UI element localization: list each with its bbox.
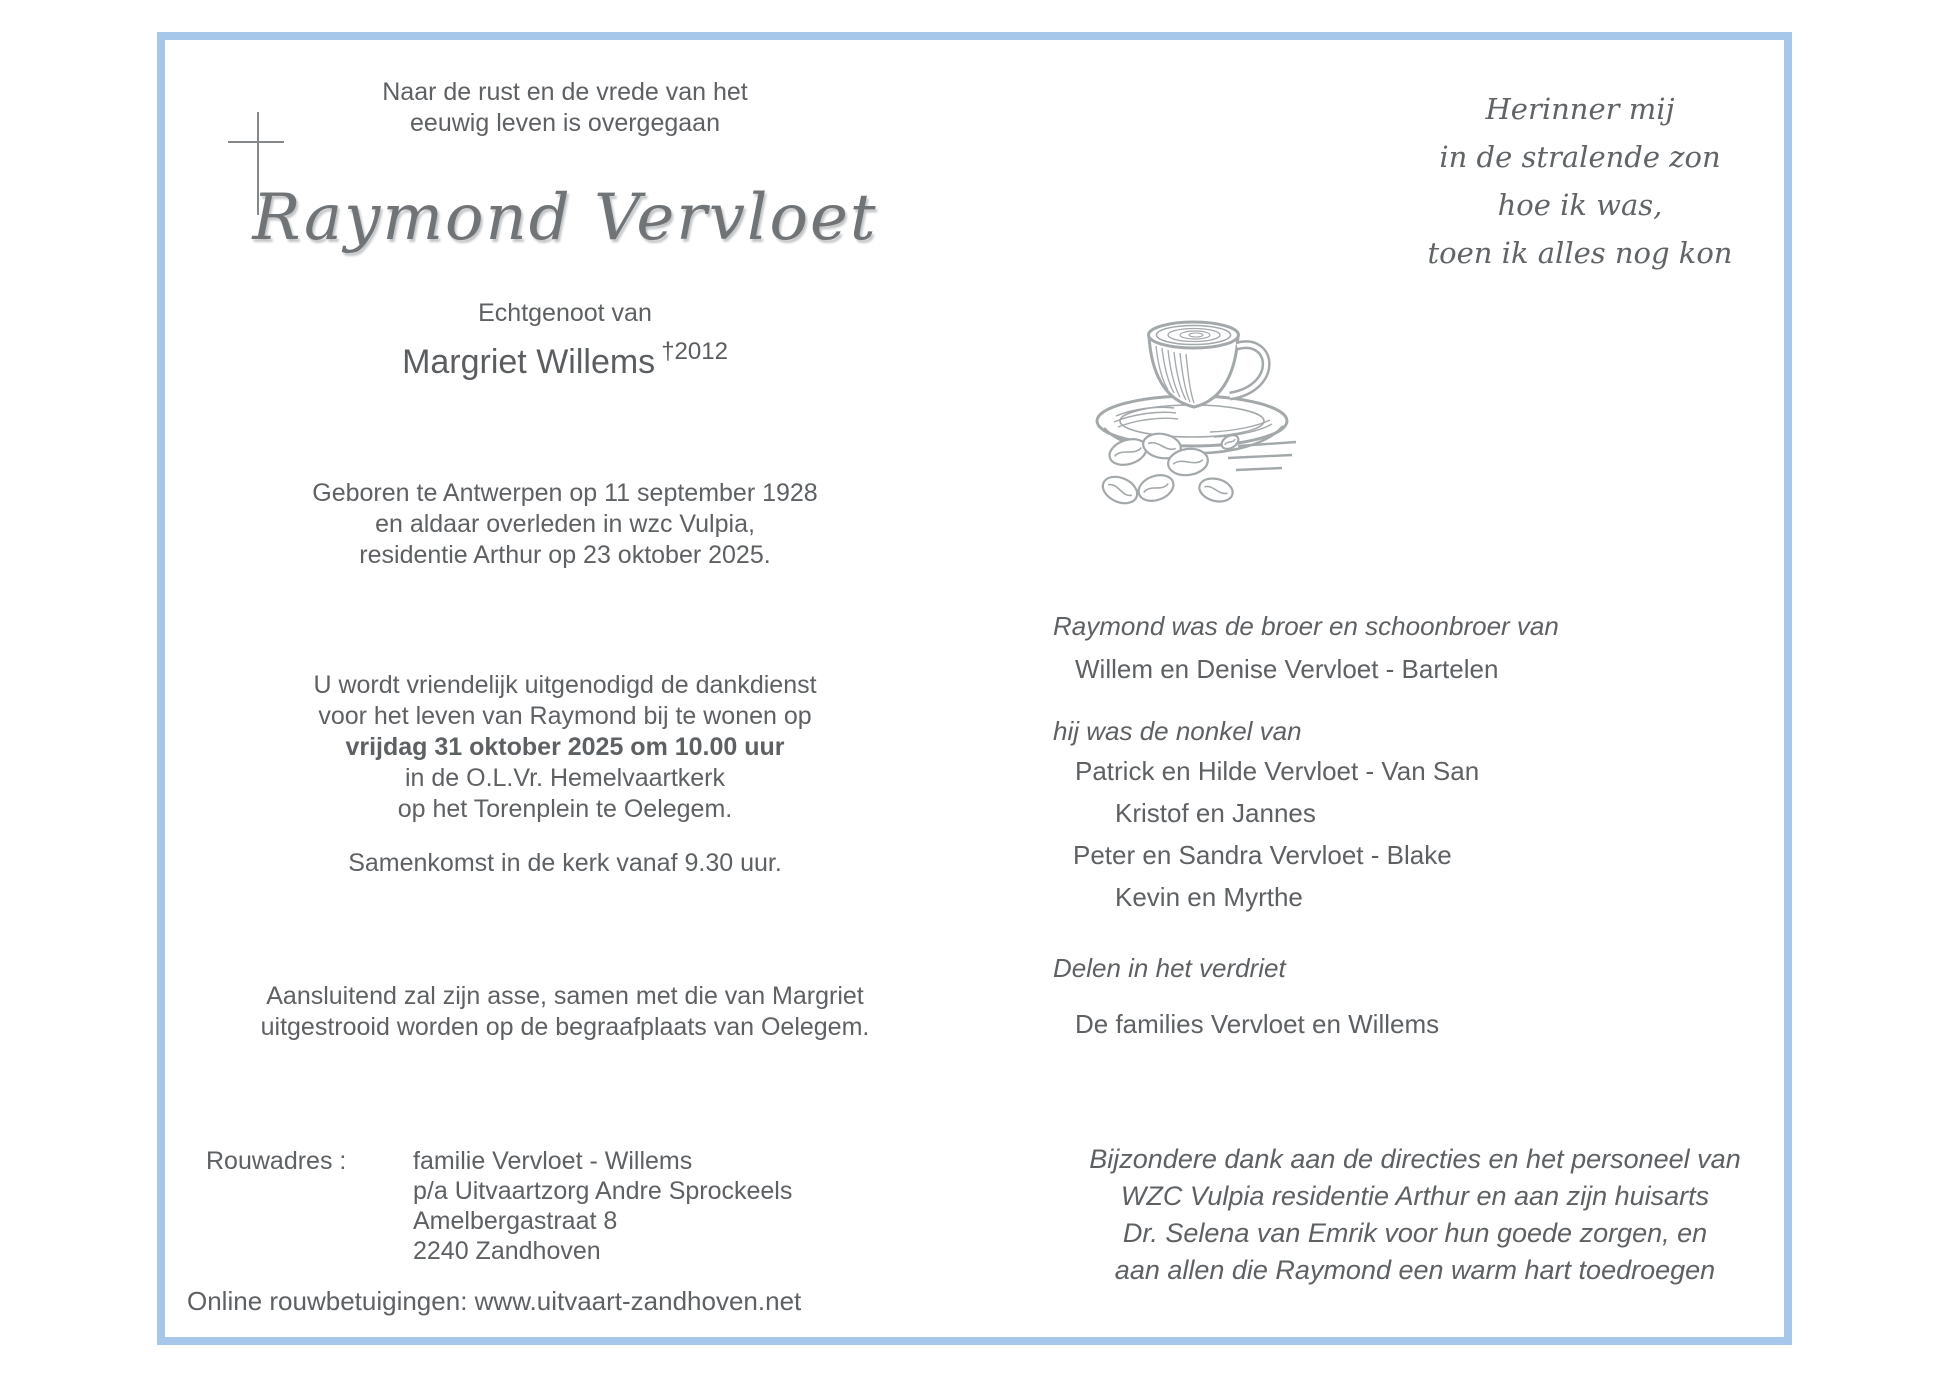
sibling-names: Willem en Denise Vervloet - Bartelen xyxy=(1075,654,1499,684)
poem-line-1: Herinner mij xyxy=(1485,92,1675,126)
invitation-line-1: U wordt vriendelijk uitgenodigd de dankdienst xyxy=(313,671,817,699)
thanks-line-2: WZC Vulpia residentie Arthur en aan zijn huisarts xyxy=(1120,1181,1710,1211)
gathering-text: Samenkomst in de kerk vanaf 9.30 uur. xyxy=(348,849,782,877)
mourning-address-line-2: p/a Uitvaartzorg Andre Sprockeels xyxy=(413,1177,793,1205)
mourning-address-line-1: familie Vervloet - Willems xyxy=(413,1147,693,1175)
thanks-text xyxy=(1055,1141,1775,1289)
nephew-family-1-children: Kristof en Jannes xyxy=(1115,798,1316,828)
mourning-address-line-3: Amelbergastraat 8 xyxy=(413,1207,618,1235)
birth-death-text xyxy=(225,478,905,571)
sibling-header: Raymond was de broer en schoonbroer van xyxy=(1053,611,1559,641)
memorial-card xyxy=(157,32,1792,1345)
coffee-cup-illustration xyxy=(1090,294,1300,506)
intro-text xyxy=(225,77,905,139)
invitation-line-2: voor het leven van Raymond bij te wonen op xyxy=(318,702,812,730)
ashes-text xyxy=(225,981,905,1043)
grief-header: Delen in het verdriet xyxy=(1053,953,1286,983)
nephew-family-2: Peter en Sandra Vervloet - Blake xyxy=(1073,840,1452,870)
nephew-family-1: Patrick en Hilde Vervloet - Van San xyxy=(1075,756,1480,786)
mourning-address xyxy=(413,1146,792,1266)
online-condolences-text: Online rouwbetuigingen: www.uitvaart-zandhoven.net xyxy=(187,1286,802,1316)
poem-line-4: toen ik alles nog kon xyxy=(1427,236,1733,270)
invitation-church: in de O.L.Vr. Hemelvaartkerk xyxy=(404,764,726,792)
right-column xyxy=(1045,40,1775,1337)
spouse-label: Echtgenoot van xyxy=(478,299,652,327)
memorial-poem xyxy=(1415,85,1745,277)
birth-line-2: en aldaar overleden in wzc Vulpia, xyxy=(375,510,755,538)
invitation-date: vrijdag 31 oktober 2025 om 10.00 uur xyxy=(345,733,785,761)
mourning-address-line-4: 2240 Zandhoven xyxy=(413,1237,601,1265)
poem-line-3: hoe ik was, xyxy=(1497,188,1663,222)
spouse-line xyxy=(225,332,905,382)
thanks-line-4: aan allen die Raymond een warm hart toedroegen xyxy=(1114,1255,1716,1285)
nephew-header: hij was de nonkel van xyxy=(1053,716,1302,746)
birth-line-3: residentie Arthur op 23 oktober 2025. xyxy=(359,541,771,569)
grief-families: De families Vervloet en Willems xyxy=(1075,1009,1440,1039)
birth-line-1: Geboren te Antwerpen op 11 september 1928 xyxy=(312,479,818,507)
poem-line-2: in de stralende zon xyxy=(1439,140,1721,174)
intro-line-1: Naar de rust en de vrede van het xyxy=(382,78,748,106)
ashes-line-1: Aansluitend zal zijn asse, samen met die van Margriet xyxy=(266,982,864,1010)
service-invitation xyxy=(225,670,905,825)
invitation-location: op het Torenplein te Oelegem. xyxy=(397,795,733,823)
deceased-name: Raymond Vervloet xyxy=(252,181,878,255)
intro-line-2: eeuwig leven is overgegaan xyxy=(410,109,720,137)
thanks-line-1: Bijzondere dank aan de directies en het personeel van xyxy=(1089,1144,1741,1174)
nephew-family-2-children: Kevin en Myrthe xyxy=(1115,882,1303,912)
thanks-line-3: Dr. Selena van Emrik voor hun goede zorgen, en xyxy=(1122,1218,1708,1248)
mourning-address-label: Rouwadres : xyxy=(206,1147,347,1175)
ashes-line-2: uitgestrooid worden op de begraafplaats van Oelegem. xyxy=(260,1013,870,1041)
spouse-death-year: †2012 xyxy=(661,338,728,365)
spouse-name: Margriet Willems xyxy=(402,343,656,381)
